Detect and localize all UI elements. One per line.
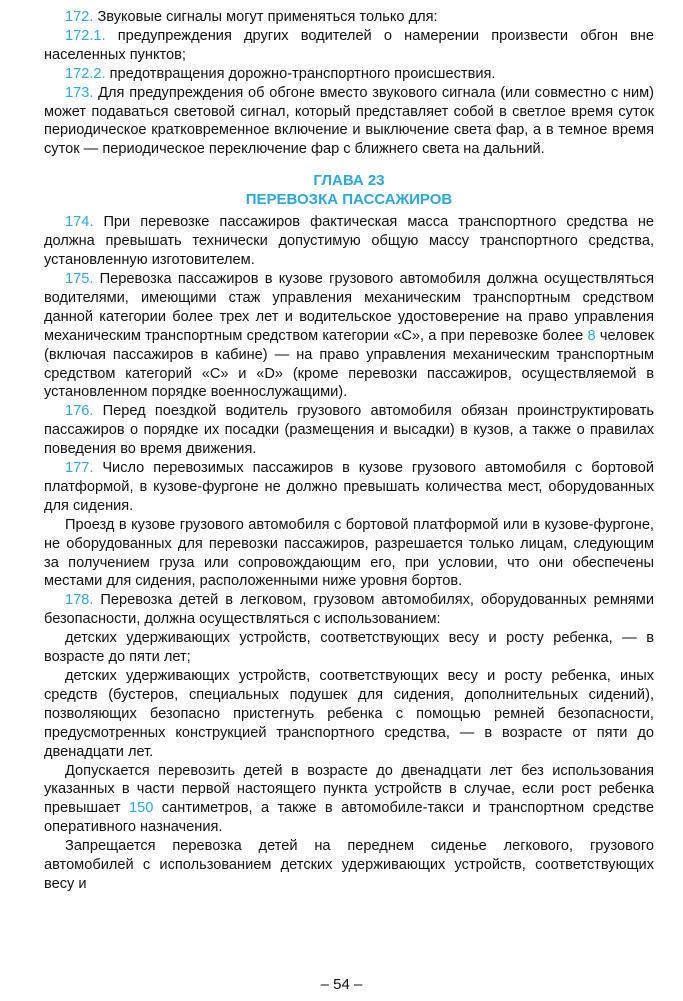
item-number: 173. [65, 84, 94, 101]
chapter-title: ПЕРЕВОЗКА ПАССАЖИРОВ [245, 191, 453, 209]
item-number: 175. [65, 270, 94, 287]
paragraph-text: предупреждения других водителей о намерении произвести обгон вне населенных пунктов; [44, 27, 654, 63]
paragraph-text: При перевозке пассажиров фактическая масса транспортного средства не должна превышать технически допустимую общую массу транспортного средства, установленную изготовителем. [44, 214, 654, 269]
paragraph-178-item-a: детских удерживающих устройств, соответствующих весу и росту ребенка, — в возрасте до пяти лет; [44, 630, 654, 666]
item-number: 172.1. [65, 27, 106, 44]
paragraph-text: Число перевозимых пассажиров в кузове грузового автомобиля с бортовой платформой, в кузове-фургоне не должно превышать количества мест, оборудованных для сидения. [44, 460, 654, 514]
paragraph-177-part-2: Проезд в кузове грузового автомобиля с бортовой платформой или в кузове-фургоне, не оборудованных для перевозки пассажиров, разрешается только лицам, следующим за получением груза или сопровождающим его, при условии, что они обеспечены местами для сидения, расположенными ниже уровня бортов. [44, 516, 654, 590]
page-number: – 54 – [320, 976, 363, 994]
paragraph-text: Перевозка детей в легковом, грузовом автомобилях, оборудованных ремнями безопасности, должна осуществляться с использованием: [44, 592, 654, 628]
highlighted-number: 150 [128, 800, 154, 817]
paragraph-172 [44, 8, 654, 27]
chapter-heading [44, 171, 654, 209]
paragraph-175 [44, 270, 654, 402]
paragraph-text: предотвращения дорожно-транспортного происшествия. [105, 65, 496, 82]
paragraph-text: человек (включая пассажиров в кабине) — на право управления механическим транспортным средством категорий «С» и «D» (кроме перевозки пассажиров, осуществляемой в установленном порядке военнослужащими). [44, 327, 654, 401]
item-number: 177. [65, 460, 94, 477]
paragraph-text: сантиметров, а также в автомобиле-такси и транспортном средстве оперативного назначения. [44, 800, 654, 836]
paragraph-text: Допускается перевозить детей в возрасте до двенадцати лет без использования указанных в части первой настоящего пункта устройств в случае, если рост ребенка превышает [44, 762, 654, 817]
paragraph-173 [44, 84, 654, 160]
paragraph-177 [44, 459, 654, 516]
paragraph-178 [44, 591, 654, 629]
item-number: 178. [65, 592, 94, 609]
paragraph-172-1 [44, 27, 654, 65]
item-number: 174. [65, 214, 94, 231]
item-number: 172. [65, 9, 94, 25]
paragraph-text: Звуковые сигналы могут применяться только для: [93, 9, 438, 25]
item-number: 172.2. [65, 65, 106, 82]
paragraph-174 [44, 213, 654, 270]
paragraph-178-part-2 [44, 762, 654, 838]
paragraph-176 [44, 402, 654, 459]
paragraph-178-item-b: детских удерживающих устройств, соответствующих весу и росту ребенка, иных средств (бустеров, специальных подушек для сидения, дополнительных сидений), позволяющих безопасно пристегнуть ребенка с помощью ремней безопасности, предусмотренных конструкцией транспортного средства, — в возрасте от пяти до двенадцати лет. [44, 668, 654, 760]
item-number: 176. [65, 403, 94, 420]
paragraph-178-part-3: Запрещается перевозка детей на переднем сиденье легкового, грузового автомобилей с использованием детских удерживающих устройств, соответствующих весу и [44, 838, 654, 892]
paragraph-text: Перевозка пассажиров в кузове грузового автомобиля должна осуществляться водителями, имеющими стаж управления механическим транспортным средством данной категории более трех лет и водительское удостоверение на право управления механическим транспортным средством категории «С», а при перевозке более [44, 270, 654, 344]
paragraph-text: Для предупреждения об обгоне вместо звукового сигнала (или совместно с ним) может подаваться световой сигнал, который представляет собой в светлое время суток периодическое кратковременное включение и выключение света фар, а в темное время суток — периодическое переключение фар с ближнего света на дальний. [44, 84, 654, 158]
paragraph-172-2 [44, 65, 654, 84]
chapter-number: ГЛАВА 23 [313, 172, 385, 190]
highlighted-number: 8 [587, 327, 596, 344]
paragraph-text: Перед поездкой водитель грузового автомобиля обязан проинструктировать пассажиров о порядке их посадки (размещения и высадки) в кузов, а также о правилах поведения во время движения. [44, 403, 654, 458]
